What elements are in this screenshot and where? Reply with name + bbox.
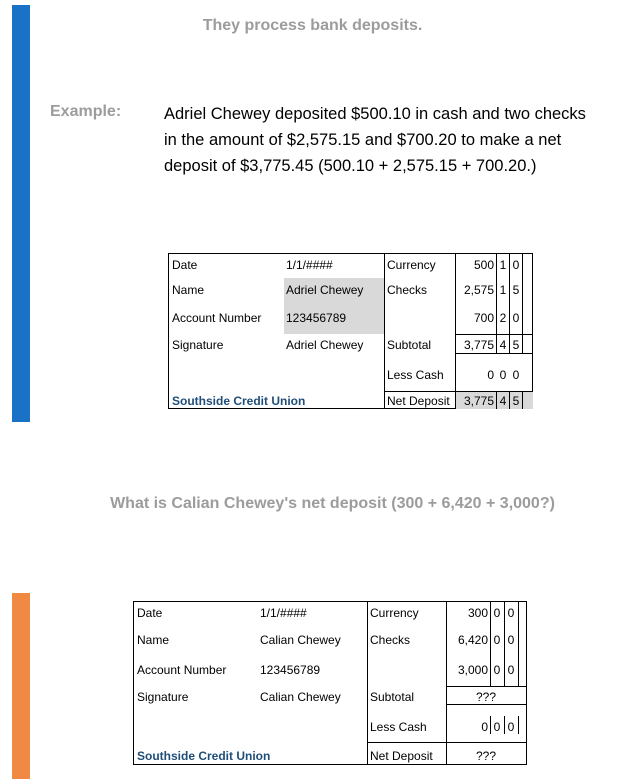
date-label: Date (172, 258, 198, 272)
subtotal-label: Subtotal (370, 690, 415, 704)
subtotal-cents-ones: 5 (512, 338, 520, 352)
credit-union-name: Southside Credit Union (137, 749, 271, 763)
example-label: Example: (50, 103, 122, 120)
orange-accent-bar (12, 593, 30, 779)
check1-cents-tens: 0 (493, 633, 501, 647)
question-heading: What is Calian Chewey's net deposit (300 + 6,420 + 3,000?) (110, 495, 555, 512)
check2-dollars: 700 (473, 311, 494, 325)
signature-label: Signature (137, 690, 189, 704)
blue-accent-bar (12, 5, 30, 422)
date-value: 1/1/#### (260, 606, 307, 620)
check2-cents-ones: 0 (507, 663, 515, 677)
checks-label: Checks (387, 283, 428, 297)
signature-value: Adriel Chewey (286, 338, 364, 352)
less-cash-dollars: 0 (481, 720, 488, 734)
example-line: Adriel Chewey deposited $500.10 in cash and two checks (164, 105, 586, 123)
check2-cents-tens: 0 (493, 663, 501, 677)
currency-label: Currency (370, 606, 419, 620)
account-value: 123456789 (260, 663, 321, 677)
example-text (164, 101, 619, 179)
less-cash-label: Less Cash (387, 368, 444, 382)
subtotal-dollars: 3,775 (463, 338, 494, 352)
net-deposit-dollars: 3,775 (463, 394, 494, 408)
subtotal-cents-tens: 4 (499, 338, 507, 352)
check1-cents-ones: 5 (512, 283, 520, 297)
net-deposit-cents-ones: 5 (512, 394, 520, 408)
account-label: Account Number (172, 311, 262, 325)
account-value: 123456789 (286, 311, 347, 325)
signature-label: Signature (172, 338, 224, 352)
name-label: Name (172, 283, 205, 297)
currency-cents-tens: 0 (493, 606, 501, 620)
check2-dollars: 3,000 (457, 663, 488, 677)
name-value: Calian Chewey (260, 633, 341, 647)
name-label: Name (137, 633, 170, 647)
subtotal-unknown: ??? (476, 690, 497, 704)
signature-value: Calian Chewey (260, 690, 341, 704)
name-value: Adriel Chewey (286, 283, 364, 297)
credit-union-name: Southside Credit Union (172, 394, 306, 408)
account-label: Account Number (137, 663, 227, 677)
less-cash-cents-ones: 0 (512, 368, 520, 382)
check2-cents-tens: 2 (499, 311, 507, 325)
check1-dollars: 6,420 (457, 633, 488, 647)
top-heading: They process bank deposits. (202, 17, 423, 34)
less-cash-dollars: 0 (487, 368, 494, 382)
subtotal-label: Subtotal (387, 338, 432, 352)
currency-cents-ones: 0 (512, 258, 520, 272)
net-deposit-cents-tens: 4 (499, 394, 507, 408)
check1-dollars: 2,575 (463, 283, 494, 297)
check1-cents-tens: 1 (499, 283, 507, 297)
date-value: 1/1/#### (286, 258, 333, 272)
date-label: Date (137, 606, 163, 620)
net-deposit-unknown: ??? (476, 749, 497, 763)
net-deposit-label: Net Deposit (387, 394, 450, 408)
less-cash-cents-tens: 0 (499, 368, 507, 382)
example-line: deposit of $3,775.45 (500.10 + 2,575.15 + 700.20.) (164, 157, 537, 175)
less-cash-cents-tens: 0 (493, 720, 501, 734)
currency-label: Currency (387, 258, 436, 272)
deposit-slip-example (168, 253, 533, 409)
example-line: in the amount of $2,575.15 and $700.20 to make a net (164, 131, 562, 149)
currency-cents-tens: 1 (499, 258, 507, 272)
net-deposit-label: Net Deposit (370, 749, 433, 763)
check2-cents-ones: 0 (512, 311, 520, 325)
check1-cents-ones: 0 (507, 633, 515, 647)
currency-cents-ones: 0 (507, 606, 515, 620)
less-cash-label: Less Cash (370, 720, 427, 734)
currency-dollars: 300 (467, 606, 488, 620)
less-cash-cents-ones: 0 (507, 720, 515, 734)
deposit-slip-question (133, 601, 527, 765)
currency-dollars: 500 (473, 258, 494, 272)
checks-label: Checks (370, 633, 411, 647)
